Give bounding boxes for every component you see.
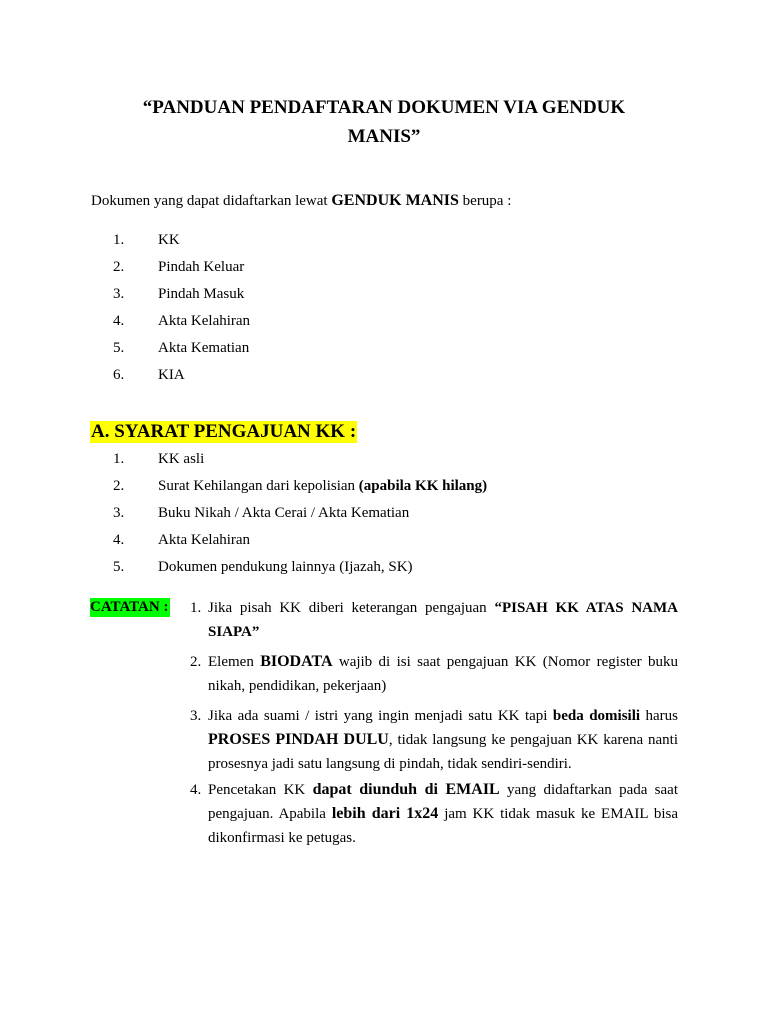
- note-text-part: Elemen: [208, 654, 261, 670]
- note-text: [208, 704, 678, 776]
- note-bold-part: PROSES PINDAH DULU: [208, 731, 389, 748]
- list-number: 1.: [113, 451, 125, 467]
- note-text: [208, 650, 678, 698]
- note-bold-part: lebih dari 1x24: [331, 805, 439, 822]
- requirement-text: Akta Kelahiran: [158, 532, 251, 548]
- list-text: [158, 559, 413, 576]
- note-number: 3.: [190, 708, 202, 724]
- note-bold-part: dapat diunduh di EMAIL: [312, 781, 500, 798]
- title-line-1: “PANDUAN PENDAFTARAN DOKUMEN VIA GENDUK: [142, 97, 626, 118]
- list-number: 4.: [113, 532, 125, 548]
- title-line-2: MANIS”: [347, 126, 421, 147]
- note-number: 4.: [190, 782, 202, 798]
- note-bold-part: beda domisili: [552, 708, 641, 724]
- list-text: KIA: [158, 367, 185, 383]
- note-text-part: Jika pisah KK diberi keterangan pengajuan: [208, 600, 495, 616]
- list-number: 4.: [113, 313, 125, 329]
- list-text: Akta Kematian: [158, 340, 250, 356]
- note-number: 2.: [190, 654, 202, 670]
- intro-bold-name: GENDUK MANIS: [331, 192, 459, 209]
- requirement-bold: (apabila KK hilang): [358, 478, 488, 494]
- list-number: 5.: [113, 340, 125, 356]
- note-bold-part: BIODATA: [260, 653, 333, 670]
- note-text-part: harus: [640, 708, 678, 724]
- list-text: [158, 505, 409, 522]
- note-item: [190, 704, 678, 776]
- list-text: [158, 451, 204, 468]
- note-item: [190, 778, 678, 850]
- list-number: 3.: [113, 286, 125, 302]
- list-number: 2.: [113, 259, 125, 275]
- note-text-part: wajib di isi saat pengajuan KK (Nomor register buku nikah, pendidikan, pekerjaan): [208, 654, 678, 694]
- requirement-text: KK asli: [158, 451, 205, 467]
- note-bold-part: “PISAH KK ATAS NAMA SIAPA”: [208, 600, 678, 640]
- section-a-heading: A. SYARAT PENGAJUAN KK :: [91, 421, 357, 442]
- note-text-part: jam KK tidak masuk ke EMAIL bisa dikonfirmasi ke petugas.: [208, 806, 679, 846]
- list-text: [158, 532, 250, 549]
- list-number: 6.: [113, 367, 125, 383]
- list-text: Akta Kelahiran: [158, 313, 251, 329]
- note-item: [190, 596, 678, 644]
- list-text: KK: [158, 232, 180, 248]
- note-item: [190, 650, 678, 698]
- note-text: [208, 596, 678, 644]
- note-text-part: , tidak langsung ke pengajuan KK karena nanti prosesnya jadi satu langsung di pindah, tidak sendiri-sendiri.: [208, 732, 678, 772]
- document-title: [95, 93, 673, 151]
- note-text-part: Jika ada suami / istri yang ingin menjadi satu KK tapi: [208, 708, 553, 724]
- list-number: 3.: [113, 505, 125, 521]
- requirement-text: Surat Kehilangan dari kepolisian: [158, 478, 359, 494]
- intro-paragraph: [91, 192, 511, 210]
- requirement-text: Buku Nikah / Akta Cerai / Akta Kematian: [158, 505, 410, 521]
- intro-text-before: Dokumen yang dapat didaftarkan lewat: [91, 193, 332, 209]
- list-number: 2.: [113, 478, 125, 494]
- list-number: 5.: [113, 559, 125, 575]
- note-number: 1.: [190, 600, 202, 616]
- list-text: Pindah Masuk: [158, 286, 245, 302]
- note-text-part: Pencetakan KK: [208, 782, 313, 798]
- catatan-label: CATATAN :: [90, 599, 169, 615]
- note-text: [208, 778, 678, 850]
- list-number: 1.: [113, 232, 125, 248]
- list-text: [158, 478, 487, 495]
- note-text-part: yang didaftarkan pada saat pengajuan. Apabila: [208, 782, 679, 822]
- list-text: Pindah Keluar: [158, 259, 245, 275]
- requirement-text: Dokumen pendukung lainnya (Ijazah, SK): [158, 559, 413, 575]
- intro-text-after: berupa :: [458, 193, 512, 209]
